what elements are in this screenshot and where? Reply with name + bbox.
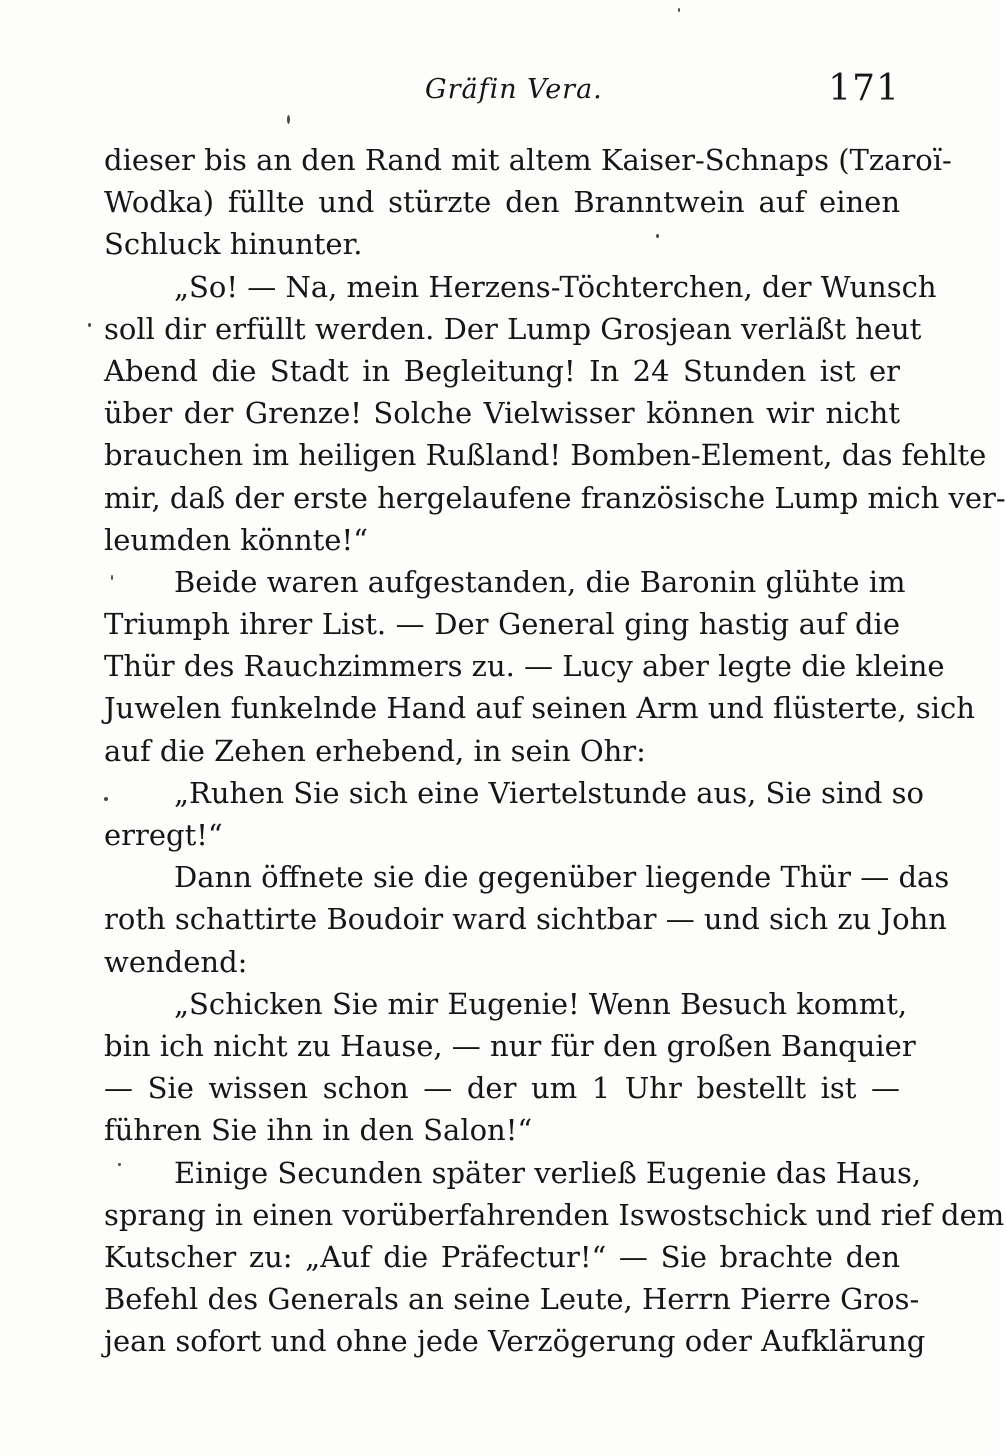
- running-title: Gräfin Vera.: [425, 74, 603, 105]
- text-line: Triumph ihrer List. — Der General ging hastig auf die: [104, 607, 900, 642]
- text-line: Beide waren aufgestanden, die Baronin glühte im: [174, 564, 906, 599]
- text-line: Kutscher zu: „Auf die Präfectur!“ — Sie brachte den: [104, 1239, 900, 1274]
- text-line: Schluck hinunter.: [104, 227, 363, 262]
- text-line: „Schicken Sie mir Eugenie! Wenn Besuch kommt,: [174, 986, 908, 1021]
- text-line: Befehl des Generals an seine Leute, Herrn Pierre Gros-: [104, 1282, 920, 1317]
- scan-speck: [656, 234, 659, 238]
- text-line: brauchen im heiligen Rußland! Bomben-Element, das fehlte: [104, 438, 987, 473]
- scan-speck: [111, 575, 113, 580]
- scan-speck: [88, 323, 91, 327]
- body-text: [104, 139, 1006, 1362]
- text-line: dieser bis an den Rand mit altem Kaiser-Schnaps (Tzaroï-: [104, 143, 952, 177]
- scan-speck: [287, 115, 290, 124]
- text-line: Einige Secunden später verließ Eugenie das Haus,: [174, 1155, 922, 1190]
- text-line: — Sie wissen schon — der um 1 Uhr bestellt ist —: [104, 1071, 900, 1106]
- scan-speck: [678, 8, 680, 12]
- text-line: Dann öffnete sie die gegenüber liegende Thür — das: [174, 860, 950, 895]
- text-line: Wodka) füllte und stürzte den Branntwein auf einen: [104, 185, 900, 220]
- text-line: „So! — Na, mein Herzens-Töchterchen, der Wunsch: [174, 269, 937, 304]
- text-line: sprang in einen vorüberfahrenden Iswostschick und rief dem: [104, 1197, 1005, 1232]
- scan-speck: [118, 1163, 121, 1166]
- text-line: mir, daß der erste hergelaufene französische Lump mich ver-: [104, 480, 1006, 515]
- scan-speck: [104, 797, 108, 801]
- text-line: soll dir erfüllt werden. Der Lump Grosjean verläßt heut: [104, 311, 922, 346]
- text-line: „Ruhen Sie sich eine Viertelstunde aus, Sie sind so: [174, 775, 925, 810]
- text-line: Abend die Stadt in Begleitung! In 24 Stunden ist er: [104, 353, 900, 388]
- text-line: jean sofort und ohne jede Verzögerung oder Aufklärung: [104, 1324, 926, 1359]
- text-line: Thür des Rauchzimmers zu. — Lucy aber legte die kleine: [104, 649, 945, 684]
- text-line: leumden könnte!“: [104, 522, 368, 557]
- text-line: roth schattirte Boudoir ward sichtbar — und sich zu John: [104, 902, 947, 937]
- text-line: wendend:: [104, 944, 248, 979]
- text-line: Juwelen funkelnde Hand auf seinen Arm und flüsterte, sich: [104, 691, 975, 726]
- text-line: bin ich nicht zu Hause, — nur für den großen Banquier: [104, 1028, 916, 1063]
- text-line: über der Grenze! Solche Vielwisser können wir nicht: [104, 396, 900, 431]
- text-line: führen Sie ihn in den Salon!“: [104, 1113, 533, 1148]
- text-line: auf die Zehen erhebend, in sein Ohr:: [104, 733, 646, 768]
- page-header: [100, 68, 900, 118]
- text-line: erregt!“: [104, 818, 223, 852]
- page-number: 171: [828, 68, 900, 109]
